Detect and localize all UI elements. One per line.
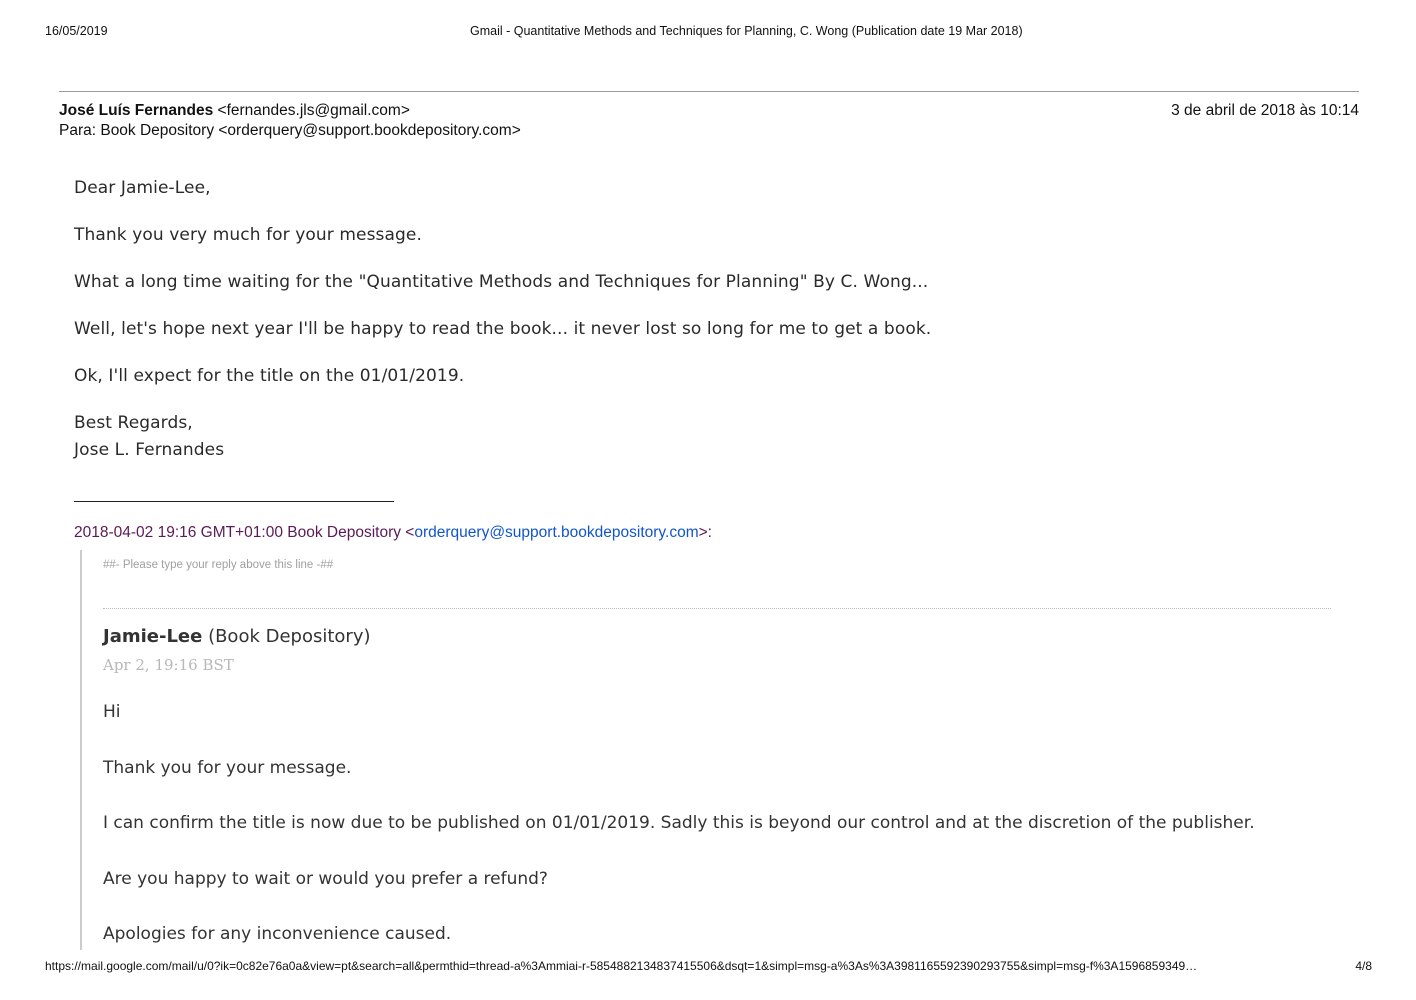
body-signoff: Best Regards,	[74, 413, 193, 433]
print-title: Gmail - Quantitative Methods and Techniques for Planning, C. Wong (Publication date 19 Mar 2018)	[470, 24, 1023, 38]
quote-paragraph: Apologies for any inconvenience caused.	[103, 924, 452, 944]
agent-org: (Book Depository)	[202, 626, 371, 647]
quote-attribution-suffix: >:	[698, 524, 712, 541]
print-url: https://mail.google.com/mail/u/0?ik=0c82e76a0a&view=pt&search=all&permthid=thread-a%3Ammiai-r-5854882134837415506&dsqt=1&simpl=msg-a%3As%3A3981165592390293755&simpl=msg-f%3A1596859349…	[45, 959, 1198, 973]
sender-email[interactable]: <fernandes.jls@gmail.com>	[217, 102, 410, 119]
sender-name: José Luís Fernandes	[59, 102, 214, 119]
body-signature: Jose L. Fernandes	[74, 440, 225, 460]
body-paragraph: Well, let's hope next year I'll be happy to read the book... it never lost so long for me to get a book.	[74, 319, 932, 339]
body-greeting: Dear Jamie-Lee,	[74, 178, 211, 198]
reply-hint: ##- Please type your reply above this line -##	[103, 559, 334, 571]
quote-paragraph: Hi	[103, 702, 121, 722]
print-header	[45, 24, 1371, 40]
page-number: 4/8	[1355, 959, 1372, 973]
quote-attribution-prefix: 2018-04-02 19:16 GMT+01:00 Book Depository <	[74, 524, 415, 541]
agent-timestamp: Apr 2, 19:16 BST	[103, 656, 234, 674]
print-date: 16/05/2019	[45, 24, 108, 38]
sender-line	[59, 101, 1359, 121]
quote-paragraph: Are you happy to wait or would you prefer a refund?	[103, 869, 548, 889]
message-date: 3 de abril de 2018 às 10:14	[1171, 102, 1359, 119]
quote-email-link[interactable]: orderquery@support.bookdepository.com	[414, 524, 699, 541]
signature-divider	[74, 501, 394, 502]
quote-bar	[80, 550, 82, 950]
agent-line	[103, 626, 371, 647]
agent-name: Jamie-Lee	[103, 626, 203, 647]
header-divider	[59, 91, 1359, 92]
print-footer	[45, 959, 1372, 975]
body-paragraph: Ok, I'll expect for the title on the 01/01/2019.	[74, 366, 465, 386]
body-paragraph: What a long time waiting for the "Quantitative Methods and Techniques for Planning" By C. Wong...	[74, 272, 929, 292]
quote-paragraph: Thank you for your message.	[103, 758, 352, 778]
recipient-line: Para: Book Depository <orderquery@support.bookdepository.com>	[59, 122, 521, 139]
quote-paragraph: I can confirm the title is now due to be published on 01/01/2019. Sadly this is beyond our control and at the discretion of the publisher.	[103, 813, 1255, 833]
body-paragraph: Thank you very much for your message.	[74, 225, 422, 245]
quote-attribution	[74, 524, 712, 542]
message-header	[59, 101, 1359, 141]
quote-divider	[103, 608, 1331, 609]
